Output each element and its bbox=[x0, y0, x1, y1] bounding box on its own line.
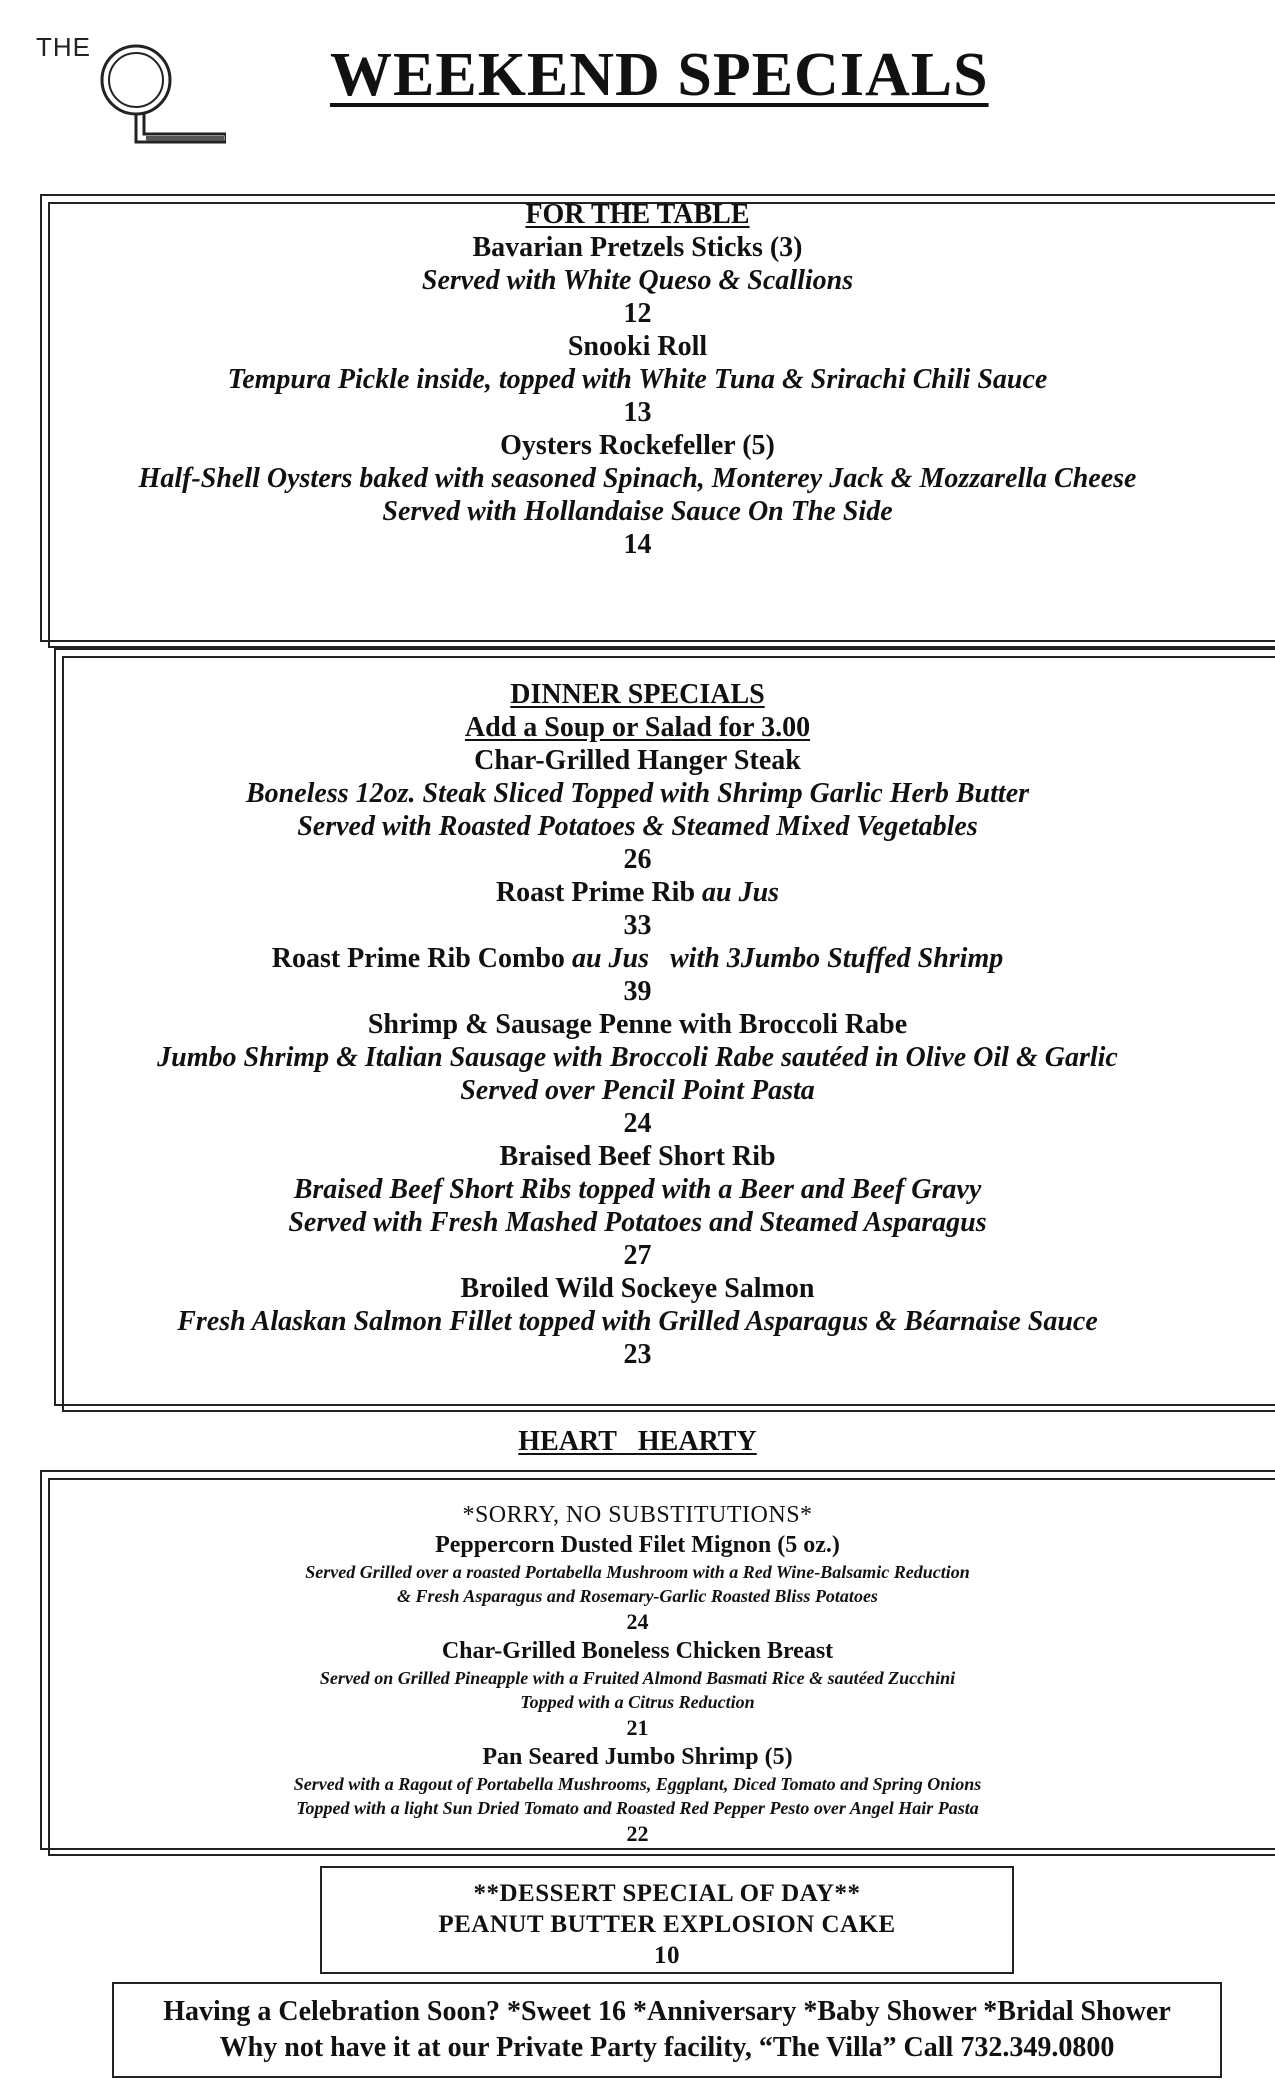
menu-item bbox=[0, 330, 1275, 429]
page-title: WEEKEND SPECIALS bbox=[330, 41, 989, 109]
item-desc: Jumbo Shrimp & Italian Sausage with Broccoli Rabe sautéed in Olive Oil & Garlic bbox=[157, 1042, 1118, 1073]
item-price: 39 bbox=[623, 976, 652, 1007]
dessert-price: 10 bbox=[654, 1942, 680, 1969]
item-desc: Served with Roasted Potatoes & Steamed Mixed Vegetables bbox=[297, 811, 978, 842]
menu-item bbox=[0, 1008, 1275, 1140]
item-price: 33 bbox=[623, 910, 652, 941]
item-price: 21 bbox=[626, 1715, 649, 1740]
heart-hearty-heading-a: HEART bbox=[518, 1426, 617, 1457]
item-desc: Served with White Queso & Scallions bbox=[421, 265, 854, 296]
menu-item bbox=[0, 231, 1275, 330]
item-desc: Fresh Alaskan Salmon Fillet topped with Grilled Asparagus & Béarnaise Sauce bbox=[177, 1306, 1098, 1337]
item-name: Braised Beef Short Rib bbox=[499, 1141, 776, 1172]
item-desc: Served with a Ragout of Portabella Mushrooms, Eggplant, Diced Tomato and Spring Onions bbox=[293, 1774, 982, 1794]
heart-hearty-heading bbox=[0, 1425, 1275, 1458]
item-desc: Half-Shell Oysters baked with seasoned Spinach, Monterey Jack & Mozzarella Cheese bbox=[138, 463, 1137, 494]
item-name: Snooki Roll bbox=[567, 331, 708, 362]
menu-item bbox=[0, 429, 1275, 561]
item-name: Shrimp & Sausage Penne with Broccoli Rabe bbox=[367, 1009, 908, 1040]
item-name: Pan Seared Jumbo Shrimp (5) bbox=[482, 1744, 793, 1770]
item-name-row bbox=[0, 876, 1275, 909]
menu-item bbox=[0, 876, 1275, 942]
menu-item bbox=[0, 1272, 1275, 1371]
item-desc: Served with Hollandaise Sauce On The Side bbox=[382, 496, 893, 527]
dinner-specials-subheading: Add a Soup or Salad for 3.00 bbox=[464, 712, 811, 743]
item-name: Oysters Rockefeller (5) bbox=[500, 430, 775, 461]
item-desc: Braised Beef Short Ribs topped with a Beer and Beef Gravy bbox=[293, 1174, 982, 1205]
for-the-table-section bbox=[0, 198, 1275, 561]
item-price: 23 bbox=[623, 1339, 652, 1370]
ql-logo-graphic bbox=[36, 30, 226, 150]
item-desc: Tempura Pickle inside, topped with White Tuna & Srirachi Chili Sauce bbox=[227, 364, 1048, 395]
dessert-box bbox=[320, 1866, 1014, 1974]
item-desc: Served with Fresh Mashed Potatoes and Steamed Asparagus bbox=[288, 1207, 987, 1238]
celebration-line-2: Why not have it at our Private Party facility, “The Villa” Call 732.349.0800 bbox=[219, 2032, 1115, 2063]
dessert-heading: **DESSERT SPECIAL OF DAY** bbox=[473, 1880, 861, 1907]
no-substitutions-note: *SORRY, NO SUBSTITUTIONS* bbox=[462, 1502, 813, 1528]
item-name: Broiled Wild Sockeye Salmon bbox=[460, 1273, 815, 1304]
item-desc: Boneless 12oz. Steak Sliced Topped with Shrimp Garlic Herb Butter bbox=[245, 778, 1030, 809]
item-price: 12 bbox=[623, 298, 652, 329]
menu-item bbox=[0, 1140, 1275, 1272]
item-name: Peppercorn Dusted Filet Mignon (5 oz.) bbox=[435, 1532, 840, 1558]
item-price: 24 bbox=[623, 1108, 652, 1139]
item-price: 13 bbox=[623, 397, 652, 428]
item-price: 27 bbox=[623, 1240, 652, 1271]
for-the-table-heading: FOR THE TABLE bbox=[525, 199, 750, 230]
item-name-extra: with 3Jumbo Stuffed Shrimp bbox=[669, 943, 1004, 974]
menu-item bbox=[0, 942, 1275, 1008]
item-name: Char-Grilled Hanger Steak bbox=[474, 745, 801, 776]
item-name: Char-Grilled Boneless Chicken Breast bbox=[441, 1638, 834, 1664]
item-name: Roast Prime Rib bbox=[495, 877, 696, 908]
menu-item bbox=[0, 1636, 1275, 1742]
item-price: 24 bbox=[626, 1609, 649, 1634]
menu-item bbox=[0, 1742, 1275, 1848]
menu-item bbox=[0, 744, 1275, 876]
item-price: 14 bbox=[623, 529, 652, 560]
heart-hearty-heading-b: HEARTY bbox=[637, 1426, 757, 1457]
item-price: 22 bbox=[626, 1821, 649, 1846]
dessert-name: PEANUT BUTTER EXPLOSION CAKE bbox=[438, 1911, 896, 1938]
item-desc: Topped with a Citrus Reduction bbox=[520, 1692, 755, 1712]
item-desc: Served over Pencil Point Pasta bbox=[460, 1075, 815, 1106]
item-desc: Served Grilled over a roasted Portabella Mushroom with a Red Wine-Balsamic Reduction bbox=[305, 1562, 970, 1582]
restaurant-logo bbox=[36, 30, 226, 150]
heart-hearty-section bbox=[0, 1500, 1275, 1848]
item-name: Bavarian Pretzels Sticks (3) bbox=[472, 232, 803, 263]
item-name-row bbox=[0, 942, 1275, 975]
logo-the-text: THE bbox=[36, 32, 91, 62]
item-name-italic: au Jus bbox=[571, 943, 649, 974]
item-name: Roast Prime Rib Combo bbox=[271, 943, 565, 974]
item-name-italic: au Jus bbox=[702, 877, 780, 908]
dinner-specials-heading: DINNER SPECIALS bbox=[510, 679, 765, 710]
celebration-line-1: Having a Celebration Soon? *Sweet 16 *Anniversary *Baby Shower *Bridal Shower bbox=[163, 1996, 1171, 2027]
dinner-specials-section bbox=[0, 678, 1275, 1371]
menu-item bbox=[0, 1530, 1275, 1636]
item-desc: & Fresh Asparagus and Rosemary-Garlic Roasted Bliss Potatoes bbox=[397, 1586, 878, 1606]
celebration-box bbox=[112, 1982, 1222, 2078]
item-price: 26 bbox=[623, 844, 652, 875]
item-desc: Served on Grilled Pineapple with a Fruited Almond Basmati Rice & sautéed Zucchini bbox=[319, 1668, 956, 1688]
item-desc: Topped with a light Sun Dried Tomato and Roasted Red Pepper Pesto over Angel Hair Pasta bbox=[296, 1798, 979, 1818]
